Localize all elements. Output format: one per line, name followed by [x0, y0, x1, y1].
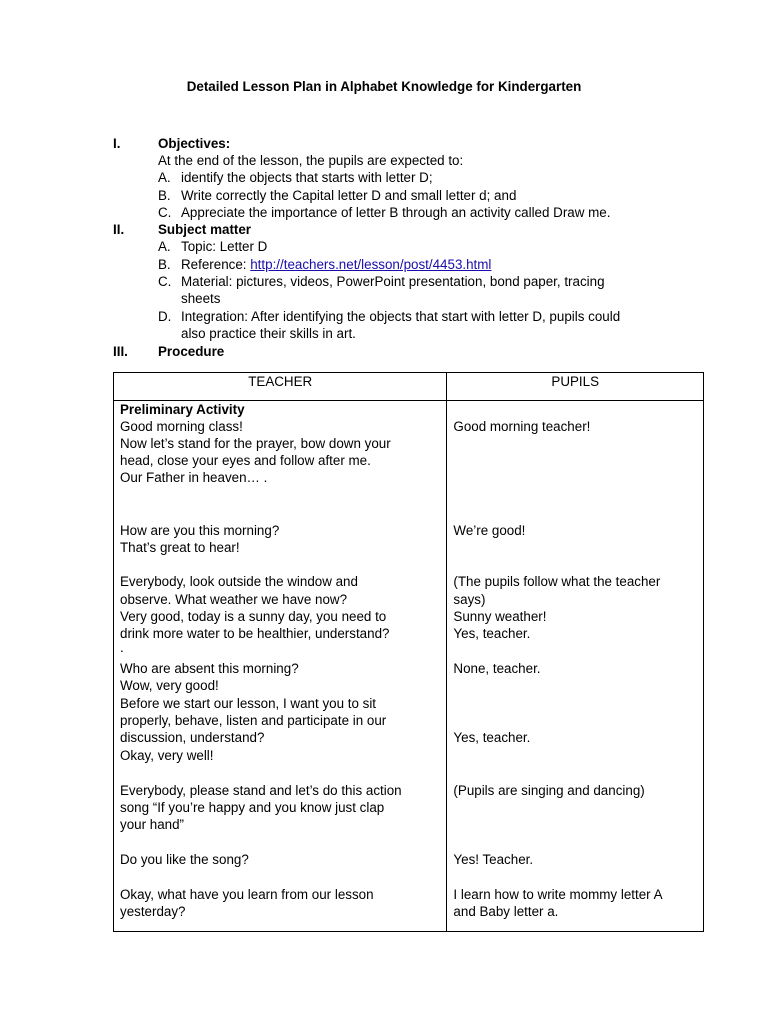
reference-link[interactable]: http://teachers.net/lesson/post/4453.html [250, 257, 492, 272]
item-text: Write correctly the Capital letter D and small letter d; and [181, 188, 517, 203]
teacher-line: head, close your eyes and follow after me. [120, 453, 371, 468]
item-text-line2: sheets [181, 291, 221, 306]
teacher-line: your hand” [120, 817, 185, 832]
item-letter: A. [158, 170, 171, 185]
item-letter: C. [158, 205, 172, 220]
item-letter: D. [158, 309, 172, 324]
teacher-line: discussion, understand? [120, 730, 265, 745]
teacher-line: Okay, very well! [120, 748, 214, 763]
document-title: Detailed Lesson Plan in Alphabet Knowledge for Kindergarten [186, 79, 582, 94]
item-letter: A. [158, 239, 171, 254]
teacher-line: song “If you’re happy and you know just clap [120, 800, 385, 815]
teacher-line: drink more water to be healthier, understand? [120, 626, 390, 641]
teacher-line: . [120, 640, 124, 655]
teacher-line: Before we start our lesson, I want you to sit [120, 696, 377, 711]
teacher-line: Preliminary Activity [120, 402, 245, 417]
teacher-line: Our Father in heaven… . [120, 470, 268, 485]
teacher-line: Okay, what have you learn from our lesson [120, 887, 374, 902]
section-heading: Subject matter [158, 222, 252, 237]
reference-label: Reference: [181, 257, 251, 272]
pupil-line: Yes, teacher. [453, 730, 531, 745]
teacher-line: That’s great to hear! [120, 540, 240, 555]
teacher-line: Good morning class! [120, 419, 243, 434]
pupil-line: I learn how to write mommy letter A [453, 887, 663, 902]
item-text: Topic: Letter D [181, 239, 268, 254]
pupil-line: says) [453, 592, 486, 607]
teacher-line: How are you this morning? [120, 523, 280, 538]
item-letter: B. [158, 188, 171, 203]
pupils-header-text: PUPILS [551, 374, 600, 389]
item-letter: C. [158, 274, 172, 289]
procedure-table [113, 372, 704, 932]
teacher-line: yesterday? [120, 904, 186, 919]
pupil-line: Yes! Teacher. [453, 852, 534, 867]
pupil-line: Good morning teacher! [453, 419, 591, 434]
pupil-line: Yes, teacher. [453, 626, 531, 641]
pupil-line: Sunny weather! [453, 609, 547, 624]
pupil-line: None, teacher. [453, 661, 541, 676]
teacher-line: Do you like the song? [120, 852, 249, 867]
item-text: Appreciate the importance of letter B through an activity called Draw me. [181, 205, 611, 220]
pupil-line: (The pupils follow what the teacher [453, 574, 661, 589]
item-letter: B. [158, 257, 171, 272]
pupil-line: We’re good! [453, 523, 526, 538]
teacher-line: Now let’s stand for the prayer, bow down your [120, 436, 391, 451]
section-heading: Objectives: [158, 136, 231, 151]
section-number: III. [113, 344, 128, 359]
teacher-line: Everybody, look outside the window and [120, 574, 358, 589]
item-text: identify the objects that starts with letter D; [181, 170, 433, 185]
pupil-line: (Pupils are singing and dancing) [453, 783, 645, 798]
table-row [114, 401, 704, 932]
teacher-cell [114, 401, 447, 932]
teacher-header-text: TEACHER [248, 374, 313, 389]
teacher-line: Very good, today is a sunny day, you need to [120, 609, 387, 624]
pupil-line: and Baby letter a. [453, 904, 559, 919]
item-text-line2: also practice their skills in art. [181, 326, 356, 341]
item-text-line1: Integration: After identifying the objects that start with letter D, pupils could [181, 309, 621, 324]
pupils-cell [447, 401, 704, 932]
table-header-row [114, 373, 704, 401]
pupils-column-header [447, 373, 704, 401]
section-heading: Procedure [158, 344, 225, 359]
teacher-line: properly, behave, listen and participate in our [120, 713, 387, 728]
item-text-line1: Material: pictures, videos, PowerPoint presentation, bond paper, tracing [181, 274, 605, 289]
item-text [181, 256, 686, 273]
teacher-line: observe. What weather we have now? [120, 592, 348, 607]
objectives-intro: At the end of the lesson, the pupils are expected to: [158, 153, 464, 168]
teacher-column-header [114, 373, 447, 401]
teacher-line: Who are absent this morning? [120, 661, 299, 676]
teacher-line: Wow, very good! [120, 678, 219, 693]
section-number: II. [113, 222, 125, 237]
teacher-line: Everybody, please stand and let’s do this action [120, 783, 402, 798]
section-number: I. [113, 136, 121, 151]
